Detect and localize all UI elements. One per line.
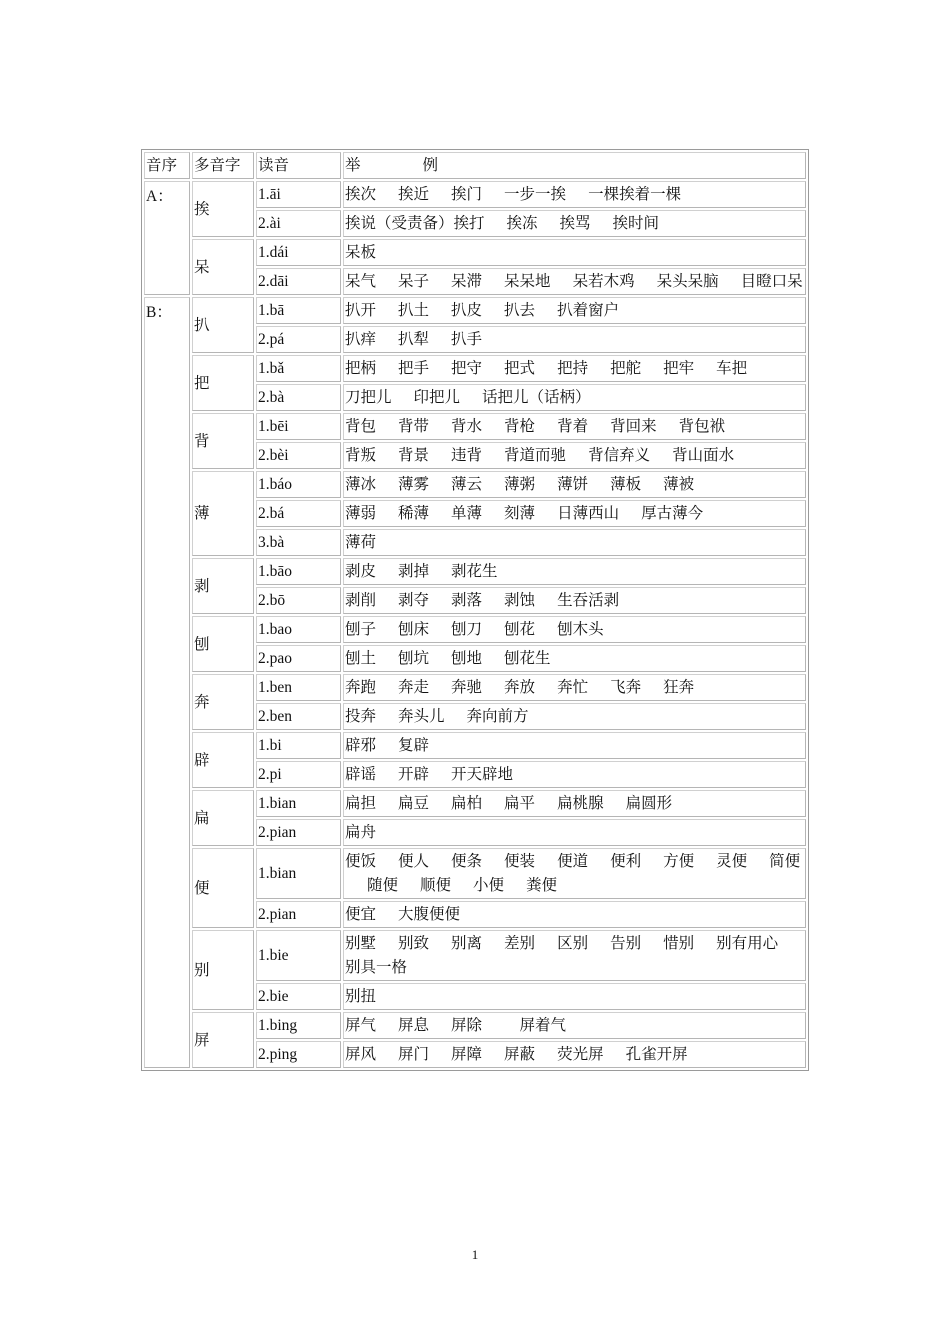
example-word: 刨坑 — [398, 650, 430, 667]
table-row — [144, 297, 806, 324]
table-row — [144, 616, 806, 643]
example-word: 挨近 — [398, 186, 430, 203]
pron-cell: 1.bie — [256, 930, 341, 981]
example-word: 方便 — [663, 853, 695, 870]
examples-cell — [343, 1012, 806, 1039]
pron-cell: 1.bing — [256, 1012, 341, 1039]
example-word: 随便 — [367, 877, 399, 894]
header-cell-examples: 举 例 — [343, 152, 806, 179]
example-word: 奔忙 — [557, 679, 589, 696]
seq-cell: A： — [144, 181, 190, 295]
example-word: 屏息 — [398, 1017, 430, 1034]
header-row — [144, 152, 806, 179]
examples-cell — [343, 239, 806, 266]
pron-cell: 1.bian — [256, 790, 341, 817]
examples-cell — [343, 355, 806, 382]
examples-cell — [343, 558, 806, 585]
examples-cell — [343, 674, 806, 701]
examples-cell — [343, 297, 806, 324]
example-word: 扒开 — [345, 302, 377, 319]
pron-cell: 2.ping — [256, 1041, 341, 1068]
examples-cell — [343, 901, 806, 928]
pron-cell: 2.pi — [256, 761, 341, 788]
example-word: 背回来 — [610, 418, 657, 435]
pron-cell: 2.ben — [256, 703, 341, 730]
header-cell-pron: 读音 — [256, 152, 341, 179]
example-word: 别具一格 — [345, 959, 408, 976]
examples-cell — [343, 790, 806, 817]
example-word: 呆气 — [345, 273, 377, 290]
example-word: 刨子 — [345, 621, 377, 638]
example-word: 刨花生 — [504, 650, 551, 667]
example-word: 挨门 — [451, 186, 483, 203]
table-row — [144, 848, 806, 899]
example-word: 扁桃腺 — [557, 795, 604, 812]
example-word: 挨冻 — [506, 215, 538, 232]
example-word: 呆若木鸡 — [572, 273, 635, 290]
example-word: 屏障 — [451, 1046, 483, 1063]
table-body — [144, 181, 806, 1068]
example-word: 别扭 — [345, 988, 377, 1005]
example-word: 背景 — [398, 447, 430, 464]
example-word: 薄饼 — [557, 476, 589, 493]
example-word: 呆头呆脑 — [656, 273, 719, 290]
pron-cell: 2.pian — [256, 819, 341, 846]
examples-cell — [343, 761, 806, 788]
example-word: 奔向前方 — [466, 708, 529, 725]
example-word: 剥夺 — [398, 592, 430, 609]
example-word: 奔头儿 — [398, 708, 445, 725]
example-word: 刨地 — [451, 650, 483, 667]
examples-cell — [343, 529, 806, 556]
example-word: 挨次 — [345, 186, 377, 203]
pron-cell: 1.bi — [256, 732, 341, 759]
example-word: 厚古薄今 — [641, 505, 704, 522]
example-word: 背带 — [398, 418, 430, 435]
example-word: 把式 — [504, 360, 536, 377]
page-number: 1 — [471, 1247, 479, 1262]
example-word: 区别 — [557, 935, 589, 952]
pron-cell: 1.dái — [256, 239, 341, 266]
example-word: 灵便 — [716, 853, 748, 870]
examples-cell — [343, 181, 806, 208]
example-word: 扒犁 — [398, 331, 430, 348]
example-word: 简便 — [769, 853, 801, 870]
table-row — [144, 471, 806, 498]
char-cell: 把 — [192, 355, 254, 411]
example-word: 剥掉 — [398, 563, 430, 580]
example-word: 便装 — [504, 853, 536, 870]
example-word: 薄荷 — [345, 534, 377, 551]
example-word: 把柄 — [345, 360, 377, 377]
example-word: 辟谣 — [345, 766, 377, 783]
example-word: 扁豆 — [398, 795, 430, 812]
examples-cell — [343, 500, 806, 527]
pron-cell: 2.pao — [256, 645, 341, 672]
example-word: 车把 — [716, 360, 748, 377]
table-row — [144, 930, 806, 981]
seq-cell: B： — [144, 297, 190, 1068]
example-word: 屏门 — [398, 1046, 430, 1063]
example-word: 挨时间 — [612, 215, 660, 232]
pron-cell: 2.bá — [256, 500, 341, 527]
examples-cell — [343, 983, 806, 1010]
char-cell: 别 — [192, 930, 254, 1010]
example-word: 奔走 — [398, 679, 430, 696]
examples-cell — [343, 587, 806, 614]
example-word: 便道 — [557, 853, 589, 870]
example-word: 刨刀 — [451, 621, 483, 638]
examples-cell — [343, 616, 806, 643]
example-word: 扒去 — [504, 302, 536, 319]
example-word: 扒手 — [451, 331, 483, 348]
example-word: 把手 — [398, 360, 430, 377]
table-row — [144, 674, 806, 701]
example-word: 开辟 — [398, 766, 430, 783]
example-word: 孔雀开屏 — [625, 1046, 688, 1063]
example-word: 一棵挨着一棵 — [588, 186, 682, 203]
char-cell: 奔 — [192, 674, 254, 730]
examples-cell — [343, 268, 806, 295]
example-word: 辟邪 — [345, 737, 377, 754]
char-cell: 便 — [192, 848, 254, 928]
examples-cell — [343, 413, 806, 440]
pron-cell: 1.bǎ — [256, 355, 341, 382]
example-word: 背信弃义 — [588, 447, 651, 464]
char-cell: 辟 — [192, 732, 254, 788]
example-word: 别有用心 — [716, 935, 779, 952]
example-word: 剥皮 — [345, 563, 377, 580]
table-row — [144, 355, 806, 382]
example-word: 屏着气 — [504, 1017, 567, 1034]
example-word: 背叛 — [345, 447, 377, 464]
example-word: 屏风 — [345, 1046, 377, 1063]
example-word: 粪便 — [526, 877, 558, 894]
example-word: 狂奔 — [663, 679, 695, 696]
example-word: 扒皮 — [451, 302, 483, 319]
pron-cell: 1.bao — [256, 616, 341, 643]
example-word: 刨木头 — [557, 621, 604, 638]
table-row — [144, 1012, 806, 1039]
examples-cell — [343, 442, 806, 469]
example-word: 投奔 — [345, 708, 377, 725]
example-word: 大腹便便 — [398, 906, 461, 923]
pron-cell: 1.bēi — [256, 413, 341, 440]
example-word: 便利 — [610, 853, 642, 870]
example-word: 剥蚀 — [504, 592, 536, 609]
table-row — [144, 790, 806, 817]
example-word: 飞奔 — [610, 679, 642, 696]
char-cell: 扁 — [192, 790, 254, 846]
table-row — [144, 239, 806, 266]
examples-cell — [343, 1041, 806, 1068]
example-word: 薄弱 — [345, 505, 377, 522]
pron-cell: 2.pá — [256, 326, 341, 353]
example-word: 开天辟地 — [451, 766, 514, 783]
char-cell: 呆 — [192, 239, 254, 295]
examples-cell — [343, 210, 806, 237]
example-word: 目瞪口呆 — [740, 273, 803, 290]
example-word: 薄雾 — [398, 476, 430, 493]
examples-cell — [343, 384, 806, 411]
example-word: 挨说（受责备）挨打 — [345, 215, 485, 232]
examples-cell — [343, 326, 806, 353]
example-word: 惜别 — [663, 935, 695, 952]
pron-cell: 1.ben — [256, 674, 341, 701]
header-cell-seq: 音序 — [144, 152, 190, 179]
example-word: 刀把儿 — [345, 389, 392, 406]
example-word: 薄粥 — [504, 476, 536, 493]
char-cell: 刨 — [192, 616, 254, 672]
example-word: 印把儿 — [413, 389, 461, 406]
example-word: 别致 — [398, 935, 430, 952]
example-word: 单薄 — [451, 505, 483, 522]
example-word: 剥落 — [451, 592, 483, 609]
char-cell: 挨 — [192, 181, 254, 237]
example-word: 把持 — [557, 360, 589, 377]
example-word: 刨花 — [504, 621, 536, 638]
examples-cell — [343, 819, 806, 846]
example-word: 小便 — [473, 877, 505, 894]
pron-cell: 1.bian — [256, 848, 341, 899]
pron-cell: 1.báo — [256, 471, 341, 498]
pron-cell: 2.bie — [256, 983, 341, 1010]
example-word: 把舵 — [610, 360, 642, 377]
pron-cell: 1.āi — [256, 181, 341, 208]
example-word: 薄被 — [663, 476, 695, 493]
example-word: 扒着窗户 — [557, 302, 620, 319]
example-word: 背包 — [345, 418, 377, 435]
example-word: 刻薄 — [504, 505, 536, 522]
char-cell: 薄 — [192, 471, 254, 556]
example-word: 日薄西山 — [557, 505, 620, 522]
example-word: 剥削 — [345, 592, 377, 609]
example-word: 背包袱 — [678, 418, 726, 435]
example-word: 屏气 — [345, 1017, 377, 1034]
example-word: 刨土 — [345, 650, 377, 667]
example-word: 把守 — [451, 360, 483, 377]
example-word: 别离 — [451, 935, 483, 952]
example-word: 扁柏 — [451, 795, 483, 812]
pron-cell: 2.ài — [256, 210, 341, 237]
example-word: 背枪 — [504, 418, 536, 435]
char-cell: 屏 — [192, 1012, 254, 1068]
example-word: 扒痒 — [345, 331, 377, 348]
char-cell: 剥 — [192, 558, 254, 614]
example-word: 扁舟 — [345, 824, 377, 841]
pron-cell: 2.dāi — [256, 268, 341, 295]
pron-cell: 3.bà — [256, 529, 341, 556]
example-word: 扁平 — [504, 795, 536, 812]
example-word: 挨骂 — [559, 215, 591, 232]
table-row — [144, 181, 806, 208]
pron-cell: 2.bō — [256, 587, 341, 614]
example-word: 背道而驰 — [504, 447, 567, 464]
examples-cell — [343, 645, 806, 672]
example-word: 别墅 — [345, 935, 377, 952]
example-word: 复辟 — [398, 737, 430, 754]
example-word: 扁圆形 — [625, 795, 673, 812]
example-word: 奔驰 — [451, 679, 483, 696]
example-word: 奔放 — [504, 679, 536, 696]
example-word: 荧光屏 — [557, 1046, 604, 1063]
examples-cell — [343, 471, 806, 498]
example-word: 稀薄 — [398, 505, 430, 522]
example-word: 呆板 — [345, 244, 377, 261]
example-word: 背山面水 — [672, 447, 735, 464]
example-word: 奔跑 — [345, 679, 377, 696]
pron-cell: 1.bā — [256, 297, 341, 324]
table-row — [144, 558, 806, 585]
example-word: 顺便 — [420, 877, 452, 894]
example-word: 便人 — [398, 853, 430, 870]
example-word: 薄冰 — [345, 476, 377, 493]
polyphone-table — [141, 149, 809, 1071]
example-word: 呆子 — [398, 273, 430, 290]
example-word: 扁担 — [345, 795, 377, 812]
example-word: 背水 — [451, 418, 483, 435]
pron-cell: 1.bāo — [256, 558, 341, 585]
char-cell: 背 — [192, 413, 254, 469]
example-word: 差别 — [504, 935, 536, 952]
examples-cell — [343, 703, 806, 730]
example-word: 呆滞 — [451, 273, 483, 290]
examples-cell — [343, 930, 806, 981]
example-word: 刨床 — [398, 621, 430, 638]
header-cell-char: 多音字 — [192, 152, 254, 179]
examples-cell — [343, 732, 806, 759]
example-word: 呆呆地 — [504, 273, 551, 290]
example-word: 告别 — [610, 935, 642, 952]
example-word: 把牢 — [663, 360, 695, 377]
example-word: 薄云 — [451, 476, 483, 493]
example-word: 剥花生 — [451, 563, 498, 580]
example-word: 扒土 — [398, 302, 430, 319]
pron-cell: 2.bà — [256, 384, 341, 411]
example-word: 便宜 — [345, 906, 377, 923]
example-word: 屏蔽 — [504, 1046, 536, 1063]
table-row — [144, 413, 806, 440]
table-row — [144, 732, 806, 759]
examples-cell — [343, 848, 806, 899]
example-word: 便条 — [451, 853, 483, 870]
example-word: 话把儿（话柄） — [482, 389, 591, 406]
pron-cell: 2.pian — [256, 901, 341, 928]
example-word: 一步一挨 — [504, 186, 567, 203]
example-word: 违背 — [451, 447, 483, 464]
example-word: 背着 — [557, 418, 589, 435]
example-word: 生吞活剥 — [557, 592, 620, 609]
example-word: 便饭 — [345, 853, 377, 870]
example-word: 薄板 — [610, 476, 642, 493]
pron-cell: 2.bèi — [256, 442, 341, 469]
char-cell: 扒 — [192, 297, 254, 353]
example-word: 屏除 — [451, 1017, 483, 1034]
